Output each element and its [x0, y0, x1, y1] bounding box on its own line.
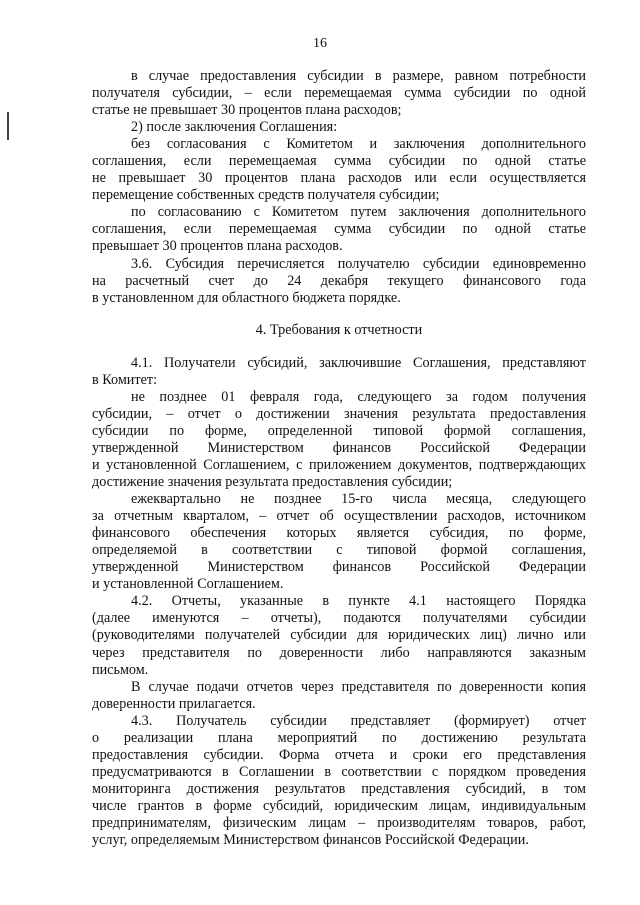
text-line: перемещение собственных средств получателя субсидии;: [92, 187, 440, 204]
text-line: (далее именуются – отчеты), подаются получателями субсидии: [92, 610, 586, 627]
text-line: 4.3. Получатель субсидии представляет (формирует) отчет: [131, 712, 586, 729]
text-line: определяемой в соответствии с типовой формой соглашения,: [92, 542, 586, 559]
text-line: субсидии по форме, определенной типовой формой соглашения,: [92, 422, 586, 439]
text-line: за отчетным кварталом, – отчет об осуществлении расходов, источником: [92, 508, 586, 525]
section-heading: 4. Требования к отчетности: [255, 321, 423, 338]
text-line: соглашения, если перемещаемая сумма субсидии по одной статье: [92, 221, 586, 238]
text-line: услуг, определяемым Министерством финансов Российской Федерации.: [92, 832, 529, 849]
document-body: [92, 68, 586, 849]
text-line: предпринимателям, физическим лицам – производителям товаров, работ,: [92, 814, 586, 831]
text-line: (руководителями получателей субсидии для юридических лиц) лично или: [92, 627, 586, 644]
text-line: В случае подачи отчетов через представителя по доверенности копия: [131, 678, 586, 695]
page-number: 16: [313, 36, 327, 51]
text-line: предусматриваются в Соглашении в соответствии с порядком проведения: [92, 763, 586, 780]
text-line: по согласованию с Комитетом путем заключения дополнительного: [131, 204, 586, 221]
text-line: и установленной Соглашением, с приложением документов, подтверждающих: [92, 456, 586, 473]
text-line: 3.6. Субсидия перечисляется получателю субсидии единовременно: [131, 255, 586, 272]
scan-edge-mark: [7, 112, 9, 140]
text-line: достижение значения результата предоставления субсидии;: [92, 474, 453, 491]
text-line: на расчетный счет до 24 декабря текущего финансового года: [92, 272, 586, 289]
text-line: ежеквартально не позднее 15-го числа месяца, следующего: [131, 491, 586, 508]
text-line: в установленном для областного бюджета порядке.: [92, 289, 401, 306]
text-line: статье не превышает 30 процентов плана расходов;: [92, 102, 402, 119]
text-line: не превышает 30 процентов плана расходов или если осуществляется: [92, 170, 586, 187]
text-line: через представителя по доверенности либо направляются заказным: [92, 644, 586, 661]
text-line: доверенности прилагается.: [92, 695, 256, 712]
text-line: в Комитет:: [92, 371, 158, 388]
text-line: не позднее 01 февраля года, следующего за годом получения: [131, 388, 586, 405]
text-line: предоставления субсидии. Форма отчета и сроки его представления: [92, 746, 586, 763]
text-line: в случае предоставления субсидии в размере, равном потребности: [131, 68, 586, 84]
text-line: и установленной Соглашением.: [92, 576, 284, 593]
text-line: финансового обеспечения которых является субсидия, по форме,: [92, 525, 586, 542]
text-line: о реализации плана мероприятий по достижению результата: [92, 729, 586, 746]
text-line: 4.2. Отчеты, указанные в пункте 4.1 настоящего Порядка: [131, 593, 586, 610]
text-line: получателя субсидии, – если перемещаемая сумма субсидии по одной: [92, 85, 586, 102]
text-line: субсидии, – отчет о достижении значения результата предоставления: [92, 405, 586, 422]
text-line: утвержденной Министерством финансов Российской Федерации: [92, 559, 586, 576]
text-line: соглашения, если перемещаемая сумма субсидии по одной статье: [92, 153, 586, 170]
text-line: письмом.: [92, 661, 149, 678]
text-line: 2) после заключения Соглашения:: [131, 119, 338, 136]
text-line: превышает 30 процентов плана расходов.: [92, 238, 343, 255]
text-line: 4.1. Получатели субсидий, заключившие Соглашения, представляют: [131, 354, 586, 371]
text-line: числе грантов в форме субсидий, юридическим лицам, индивидуальным: [92, 797, 586, 814]
text-line: без согласования с Комитетом и заключения дополнительного: [131, 136, 586, 153]
text-line: мониторинга достижения результатов представления субсидий, в том: [92, 780, 586, 797]
text-line: утвержденной Министерством финансов Российской Федерации: [92, 439, 586, 456]
